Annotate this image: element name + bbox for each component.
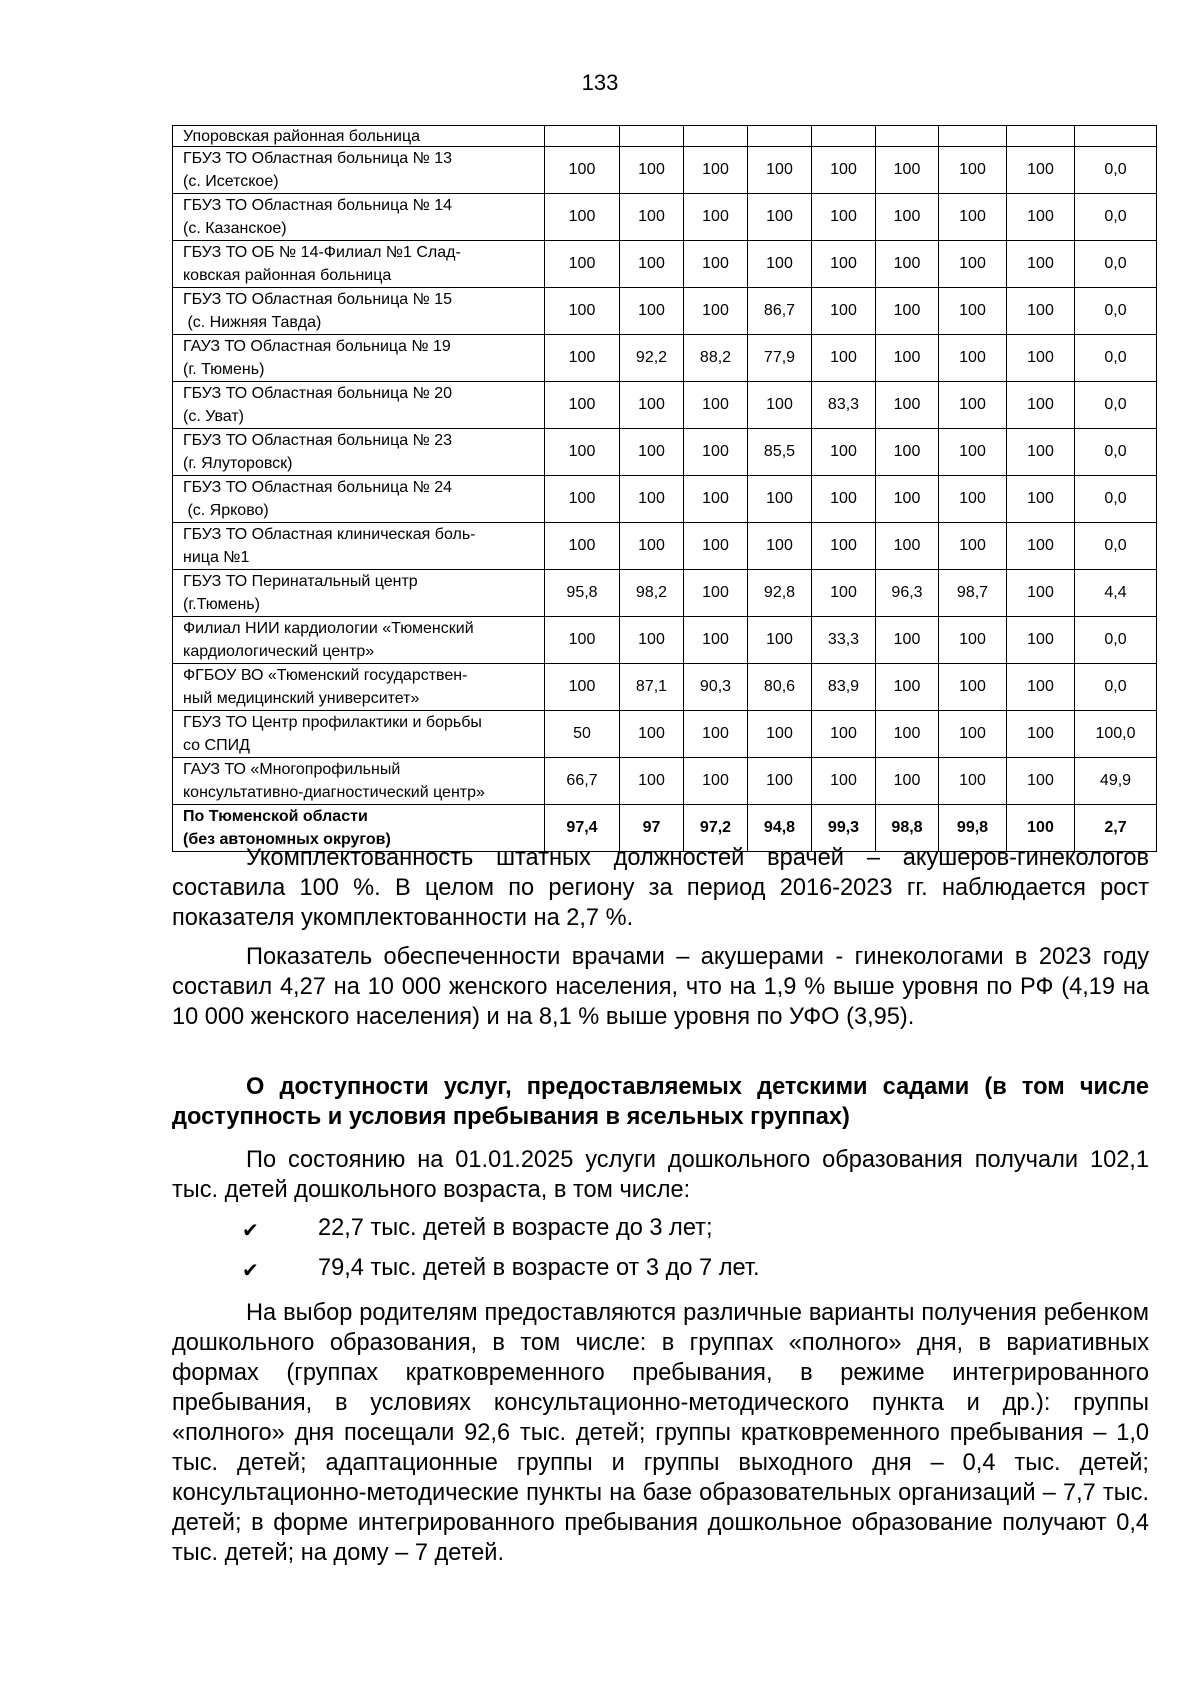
table-cell-name — [173, 476, 545, 523]
table-cell-value: 88,2 — [684, 335, 748, 382]
table-cell-value: 92,2 — [620, 335, 684, 382]
table-cell-value: 100,0 — [1075, 711, 1157, 758]
table-cell-value: 100 — [545, 523, 620, 570]
table-cell-empty — [1075, 126, 1157, 147]
table-cell-value: 100 — [545, 147, 620, 194]
table-cell-value: 95,8 — [545, 570, 620, 617]
table-cell-value: 100 — [545, 664, 620, 711]
table-cell-value: 100 — [620, 476, 684, 523]
table-cell-value: 100 — [684, 147, 748, 194]
table-cell-value: 83,3 — [812, 382, 876, 429]
table-cell-value: 97,4 — [545, 805, 620, 852]
table-cell-value: 4,4 — [1075, 570, 1157, 617]
table-cell-value: 100 — [1007, 382, 1075, 429]
table-row — [173, 758, 1157, 805]
table-cell-name — [173, 758, 545, 805]
table-row — [173, 241, 1157, 288]
table-cell-empty — [812, 126, 876, 147]
checkmark-icon: ✔ — [242, 1220, 259, 1242]
table-cell-value: 100 — [876, 335, 939, 382]
table-cell-name-line: (с. Ярково) — [183, 502, 269, 519]
table-cell-value: 100 — [876, 711, 939, 758]
table-cell-value: 90,3 — [684, 664, 748, 711]
table-cell-value: 100 — [684, 523, 748, 570]
table-cell-empty — [620, 126, 684, 147]
table-cell-value: 100 — [939, 523, 1007, 570]
table-cell-value: 100 — [812, 570, 876, 617]
bullet-text: 22,7 тыс. детей в возрасте до 3 лет; — [318, 1215, 713, 1241]
table-cell-name-line: ковская районная больница — [183, 267, 392, 284]
table-cell-value: 2,7 — [1075, 805, 1157, 852]
table-cell-value: 100 — [748, 194, 812, 241]
table-row — [173, 147, 1157, 194]
table-cell-value: 100 — [620, 617, 684, 664]
table-cell-value: 0,0 — [1075, 288, 1157, 335]
table-cell-name-line: ница №1 — [183, 549, 250, 566]
table-cell-name-line: (г. Тюмень) — [183, 361, 265, 378]
table-cell-value: 97 — [620, 805, 684, 852]
table-cell-value: 100 — [876, 664, 939, 711]
table-cell-value: 100 — [939, 664, 1007, 711]
table-cell-value: 100 — [684, 382, 748, 429]
table-cell-value: 100 — [812, 758, 876, 805]
table-cell-value: 0,0 — [1075, 241, 1157, 288]
table-cell-name — [173, 288, 545, 335]
table-cell-value: 100 — [1007, 758, 1075, 805]
table-row — [173, 664, 1157, 711]
table-row — [173, 523, 1157, 570]
table-row — [173, 476, 1157, 523]
table-cell-value: 33,3 — [812, 617, 876, 664]
paragraph-kindergarten-status: По состоянию на 01.01.2025 услуги дошкольного образования получали 102,1 тыс. детей дошкольного возраста, в том числе: — [172, 1147, 1149, 1203]
table-row — [173, 335, 1157, 382]
table-cell-name-line: (г. Ялуторовск) — [183, 455, 293, 472]
table-row-first — [173, 126, 1157, 147]
table-cell-value: 100 — [812, 241, 876, 288]
table-cell-value: 100 — [876, 476, 939, 523]
table-cell-value: 100 — [939, 335, 1007, 382]
table-cell-value: 100 — [748, 382, 812, 429]
table-cell-value: 100 — [1007, 664, 1075, 711]
table-cell-value: 100 — [684, 758, 748, 805]
table-cell-value: 100 — [620, 194, 684, 241]
table-cell-empty — [545, 126, 620, 147]
table-cell-name-line: ГБУЗ ТО Областная клиническая боль- — [183, 526, 476, 543]
table-cell-name — [173, 711, 545, 758]
table-cell-name-line: ГБУЗ ТО Областная больница № 14 — [183, 197, 453, 214]
table-cell-value: 0,0 — [1075, 382, 1157, 429]
section-heading: О доступности услуг, предоставляемых детскими садами (в том числе доступность и условия пребывания в ясельных группах) — [172, 1074, 1149, 1130]
table-cell-value: 100 — [876, 241, 939, 288]
table-cell-value: 100 — [939, 288, 1007, 335]
table-row — [173, 711, 1157, 758]
staffing-table — [172, 125, 1157, 852]
table-cell-value: 94,8 — [748, 805, 812, 852]
table-cell-value: 100 — [684, 476, 748, 523]
table-cell-value: 100 — [876, 617, 939, 664]
table-cell-name: Упоровская районная больница — [173, 126, 545, 147]
table-cell-value: 0,0 — [1075, 664, 1157, 711]
table-cell-value: 100 — [1007, 241, 1075, 288]
table-cell-value: 100 — [545, 429, 620, 476]
table-cell-value: 100 — [1007, 476, 1075, 523]
table-cell-name-line: ГАУЗ ТО Областная больница № 19 — [183, 338, 451, 355]
table-row — [173, 570, 1157, 617]
table-cell-value: 100 — [939, 617, 1007, 664]
table-cell-value: 100 — [1007, 335, 1075, 382]
table-cell-name-line: (с. Уват) — [183, 408, 245, 425]
table-cell-name-line: (с. Казанское) — [183, 220, 287, 237]
table-cell-value: 100 — [939, 147, 1007, 194]
table-cell-value: 100 — [876, 288, 939, 335]
table-cell-value: 100 — [748, 241, 812, 288]
table-cell-value: 100 — [1007, 147, 1075, 194]
table-cell-value: 100 — [812, 429, 876, 476]
table-cell-value: 100 — [545, 241, 620, 288]
table-cell-value: 50 — [545, 711, 620, 758]
table-cell-value: 100 — [812, 523, 876, 570]
table-cell-value: 100 — [620, 429, 684, 476]
table-cell-value: 100 — [876, 147, 939, 194]
table-cell-value: 77,9 — [748, 335, 812, 382]
table-cell-value: 97,2 — [684, 805, 748, 852]
table-cell-name — [173, 382, 545, 429]
table-cell-name-line: ГБУЗ ТО Областная больница № 24 — [183, 479, 453, 496]
table-cell-value: 99,8 — [939, 805, 1007, 852]
table-cell-value: 100 — [939, 758, 1007, 805]
table-cell-value: 86,7 — [748, 288, 812, 335]
table-cell-value: 100 — [939, 429, 1007, 476]
table-cell-value: 100 — [620, 711, 684, 758]
table-cell-value: 100 — [1007, 288, 1075, 335]
table-cell-name-line: По Тюменской области — [183, 808, 368, 825]
paragraph-education-options: На выбор родителям предоставляются различные варианты получения ребенком дошкольного образования, в том числе: в группах «полного» дня, в вариативных формах (группах кратковременного пребывания, в режиме интегрированного пребывания, в условиях консультационно-методического пункта и др.): группы «полного» дня посещали 92,6 тыс. детей; группы кратковременного пребывания – 1,0 тыс. детей; адаптационные группы и группы выходного дня – 0,4 тыс. детей; консультационно-методические пункты на базе образовательных организаций – 7,7 тыс. детей; в форме интегрированного пребывания дошкольное образование получают 0,4 тыс. детей; на дому – 7 детей. — [172, 1300, 1149, 1566]
table-cell-value: 85,5 — [748, 429, 812, 476]
table-cell-value: 100 — [684, 288, 748, 335]
table-cell-value: 80,6 — [748, 664, 812, 711]
table-cell-name-line: ГБУЗ ТО Областная больница № 20 — [183, 385, 453, 402]
table-cell-value: 100 — [876, 382, 939, 429]
table-cell-value: 100 — [1007, 711, 1075, 758]
table-cell-value: 100 — [620, 147, 684, 194]
bullet-text: 79,4 тыс. детей в возрасте от 3 до 7 лет. — [318, 1255, 760, 1281]
table-cell-value: 99,3 — [812, 805, 876, 852]
table-cell-name — [173, 241, 545, 288]
table-cell-value: 100 — [1007, 805, 1075, 852]
table-cell-value: 100 — [620, 382, 684, 429]
table-cell-value: 100 — [620, 758, 684, 805]
table-cell-value: 100 — [876, 429, 939, 476]
table-cell-value: 100 — [620, 523, 684, 570]
table-row — [173, 429, 1157, 476]
table-cell-value: 100 — [620, 288, 684, 335]
table-cell-value: 100 — [545, 335, 620, 382]
table-cell-value: 100 — [748, 147, 812, 194]
table-cell-empty — [876, 126, 939, 147]
table-cell-name — [173, 664, 545, 711]
table-cell-value: 100 — [812, 335, 876, 382]
table-cell-value: 0,0 — [1075, 335, 1157, 382]
table-cell-value: 100 — [684, 194, 748, 241]
table-row — [173, 382, 1157, 429]
table-row — [173, 288, 1157, 335]
table-cell-name-line: ФГБОУ ВО «Тюменский государствен- — [183, 667, 468, 684]
table-cell-name-line: ГАУЗ ТО «Многопрофильный — [183, 761, 401, 778]
table-cell-value: 96,3 — [876, 570, 939, 617]
table-cell-name-line: (г.Тюмень) — [183, 596, 260, 613]
table-cell-value: 100 — [620, 241, 684, 288]
table-cell-value: 100 — [876, 758, 939, 805]
table-cell-name-line: консультативно-диагностический центр» — [183, 784, 485, 801]
table-cell-value: 0,0 — [1075, 617, 1157, 664]
table-cell-value: 100 — [684, 617, 748, 664]
table-cell-value: 100 — [684, 429, 748, 476]
table-cell-name — [173, 335, 545, 382]
table-cell-name — [173, 147, 545, 194]
table-cell-value: 100 — [939, 241, 1007, 288]
table-cell-value: 100 — [684, 241, 748, 288]
table-cell-value: 100 — [812, 194, 876, 241]
table-cell-name — [173, 570, 545, 617]
table-cell-value: 100 — [1007, 570, 1075, 617]
table-cell-value: 98,2 — [620, 570, 684, 617]
table-cell-name-line: (с. Исетское) — [183, 173, 279, 190]
paragraph-staffing: Укомплектованность штатных должностей врачей – акушеров-гинекологов составила 100 %. В целом по региону за период 2016-2023 гг. наблюдается рост показателя укомплектованности на 2,7 %. — [172, 845, 1149, 931]
table-cell-empty — [939, 126, 1007, 147]
table-cell-value: 100 — [748, 476, 812, 523]
table-cell-name-line: ГБУЗ ТО Областная больница № 15 — [183, 291, 453, 308]
table-cell-value: 100 — [545, 382, 620, 429]
table-cell-name-line: ный медицинский университет» — [183, 690, 420, 707]
table-cell-name — [173, 194, 545, 241]
table-cell-value: 100 — [812, 147, 876, 194]
table-cell-empty — [1007, 126, 1075, 147]
table-cell-value: 0,0 — [1075, 194, 1157, 241]
table-cell-value: 92,8 — [748, 570, 812, 617]
table-cell-name-line: (с. Нижняя Тавда) — [183, 314, 322, 331]
table-cell-value: 100 — [939, 382, 1007, 429]
table-cell-name — [173, 617, 545, 664]
page-number: 133 — [581, 70, 619, 95]
table-cell-value: 100 — [545, 476, 620, 523]
table-cell-name — [173, 523, 545, 570]
table-cell-name — [173, 429, 545, 476]
table-row — [173, 617, 1157, 664]
table-cell-value: 0,0 — [1075, 429, 1157, 476]
table-cell-value: 100 — [684, 570, 748, 617]
table-cell-value: 100 — [812, 476, 876, 523]
table-cell-empty — [684, 126, 748, 147]
table-cell-value: 100 — [545, 617, 620, 664]
table-cell-value: 100 — [876, 194, 939, 241]
table-cell-value: 0,0 — [1075, 476, 1157, 523]
table-cell-value: 100 — [1007, 523, 1075, 570]
table-cell-value: 66,7 — [545, 758, 620, 805]
table-cell-value: 98,7 — [939, 570, 1007, 617]
table-row — [173, 194, 1157, 241]
checkmark-icon: ✔ — [242, 1260, 259, 1282]
table-cell-value: 100 — [812, 288, 876, 335]
table-cell-name-line: со СПИД — [183, 737, 250, 754]
table-cell-value: 100 — [1007, 617, 1075, 664]
table-cell-name-line: ГБУЗ ТО Перинатальный центр — [183, 573, 418, 590]
table-cell-name-line: Филиал НИИ кардиологии «Тюменский — [183, 620, 474, 637]
table-cell-name-line: ГБУЗ ТО Центр профилактики и борьбы — [183, 714, 482, 731]
table-cell-value: 100 — [1007, 429, 1075, 476]
table-cell-value: 100 — [939, 476, 1007, 523]
table-cell-value: 100 — [748, 758, 812, 805]
table-cell-value: 100 — [876, 523, 939, 570]
table-cell-value: 0,0 — [1075, 147, 1157, 194]
table-cell-name-line: ГБУЗ ТО Областная больница № 23 — [183, 432, 453, 449]
paragraph-provision: Показатель обеспеченности врачами – акушерами - гинекологами в 2023 году составил 4,27 на 10 000 женского населения, что на 1,9 % выше уровня по РФ (4,19 на 10 000 женского населения) и на 8,1 % выше уровня по УФО (3,95). — [172, 944, 1149, 1030]
table-cell-name-line: кардиологический центр» — [183, 643, 375, 660]
table-cell-value: 83,9 — [812, 664, 876, 711]
table-cell-value: 100 — [748, 617, 812, 664]
table-cell-value: 100 — [748, 523, 812, 570]
table-cell-value: 100 — [545, 194, 620, 241]
table-cell-value: 100 — [748, 711, 812, 758]
table-cell-value: 100 — [684, 711, 748, 758]
table-cell-name-line: ГБУЗ ТО ОБ № 14-Филиал №1 Слад- — [183, 244, 461, 261]
table-cell-value: 98,8 — [876, 805, 939, 852]
table-cell-value: 87,1 — [620, 664, 684, 711]
table-cell-value: 100 — [939, 711, 1007, 758]
table-cell-value: 0,0 — [1075, 523, 1157, 570]
table-cell-name-line: ГБУЗ ТО Областная больница № 13 — [183, 150, 453, 167]
table-cell-value: 100 — [939, 194, 1007, 241]
table-cell-name-line: (без автономных округов) — [183, 831, 391, 848]
table-cell-value: 49,9 — [1075, 758, 1157, 805]
table-cell-value: 100 — [812, 711, 876, 758]
table-cell-empty — [748, 126, 812, 147]
table-cell-value: 100 — [545, 288, 620, 335]
table-cell-value: 100 — [1007, 194, 1075, 241]
